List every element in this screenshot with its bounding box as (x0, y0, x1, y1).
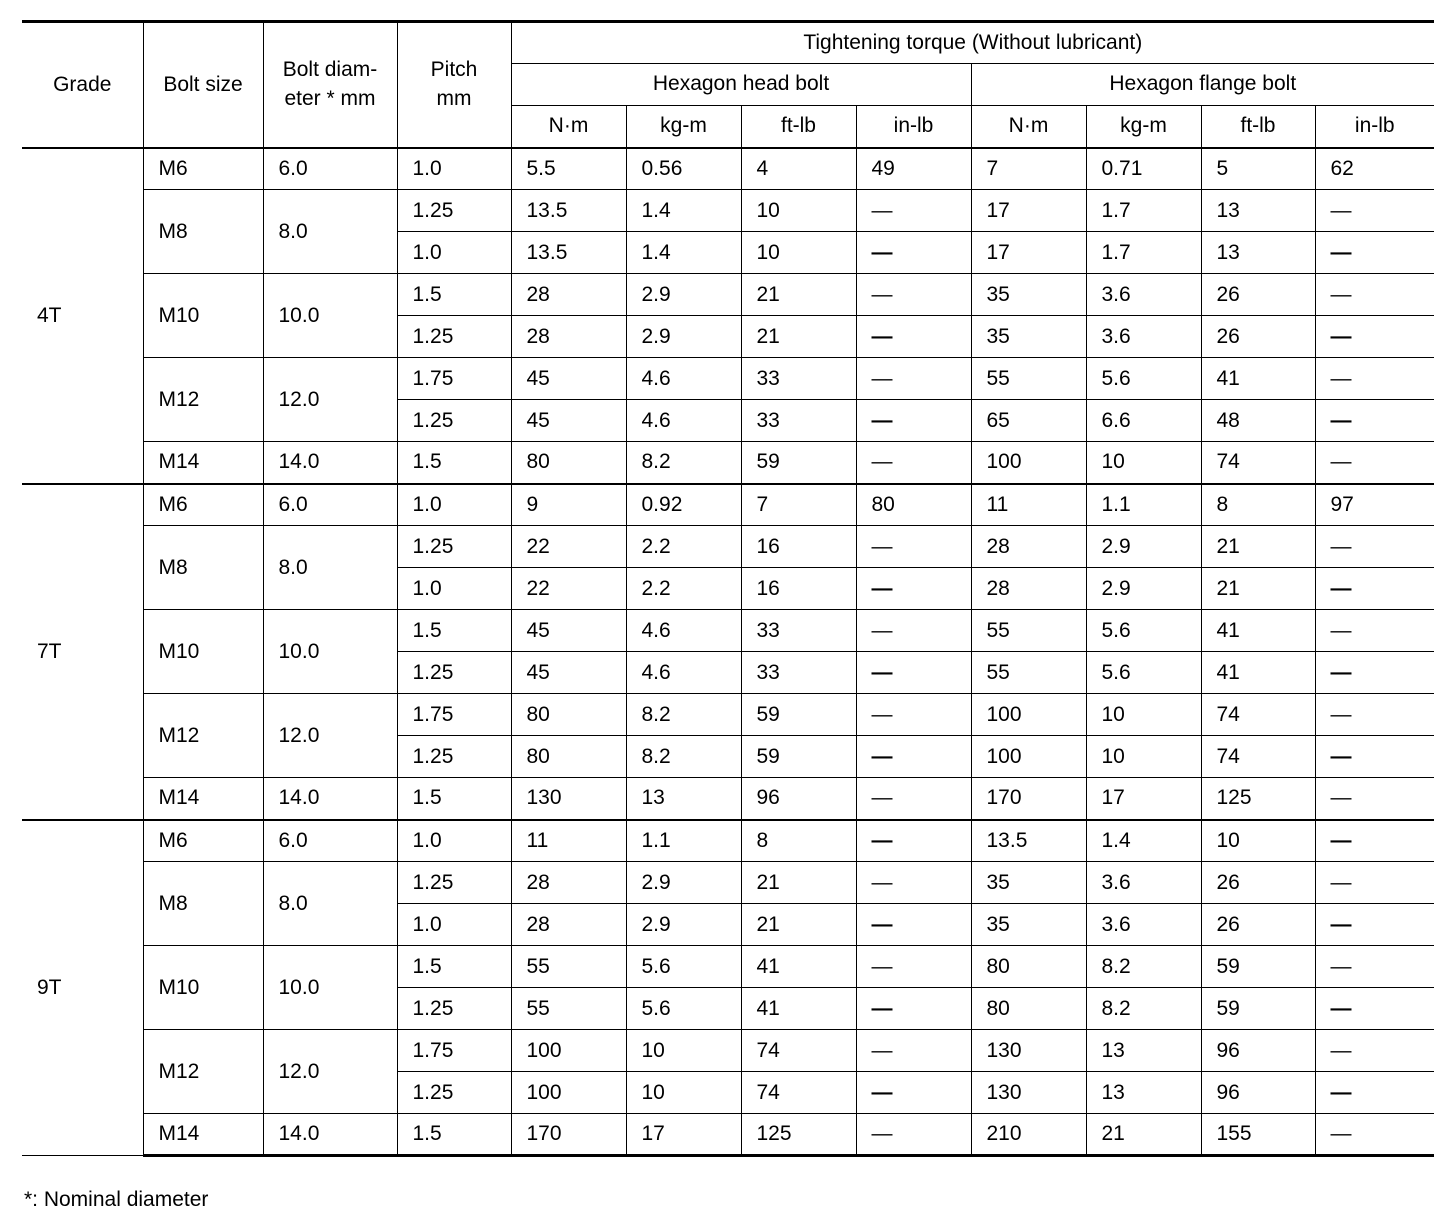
bolt-size-cell: M8 (143, 526, 263, 610)
hex-head-inlb-cell: — (856, 778, 971, 820)
hex-head-kgm-cell: 4.6 (626, 358, 741, 400)
hex-head-nm-cell: 45 (511, 358, 626, 400)
pitch-cell: 1.75 (397, 694, 511, 736)
hex-head-inlb-cell: — (856, 820, 971, 862)
hex-flange-nm-cell: 170 (971, 778, 1086, 820)
hex-flange-nm-cell: 11 (971, 484, 1086, 526)
bolt-diameter-cell: 8.0 (263, 526, 397, 610)
bolt-diameter-cell: 8.0 (263, 190, 397, 274)
hex-head-inlb-cell: — (856, 358, 971, 400)
hex-head-nm-cell: 55 (511, 988, 626, 1030)
hex-flange-kgm-cell: 1.7 (1086, 190, 1201, 232)
hex-head-kgm-cell: 1.4 (626, 232, 741, 274)
hex-head-inlb-cell: — (856, 274, 971, 316)
hex-flange-nm-cell: 13.5 (971, 820, 1086, 862)
pitch-cell: 1.0 (397, 904, 511, 946)
hex-head-kgm-cell: 2.9 (626, 904, 741, 946)
hex-flange-ftlb-cell: 41 (1201, 358, 1315, 400)
hex-head-kgm-cell: 1.4 (626, 190, 741, 232)
hex-head-inlb-cell: — (856, 904, 971, 946)
header-grade: Grade (22, 22, 143, 148)
table-row (22, 778, 1434, 820)
hex-head-ftlb-cell: 7 (741, 484, 856, 526)
table-row (22, 148, 1434, 190)
hex-flange-kgm-cell: 21 (1086, 1114, 1201, 1156)
hex-flange-nm-cell: 17 (971, 190, 1086, 232)
hex-head-ftlb-cell: 10 (741, 190, 856, 232)
hex-flange-nm-cell: 130 (971, 1030, 1086, 1072)
hex-head-kgm-cell: 2.9 (626, 862, 741, 904)
hex-head-inlb-cell: 80 (856, 484, 971, 526)
header-tightening-torque: Tightening torque (Without lubricant) (511, 22, 1434, 64)
hex-head-inlb-cell: — (856, 442, 971, 484)
pitch-cell: 1.25 (397, 988, 511, 1030)
table-row (22, 274, 1434, 316)
table-row (22, 1030, 1434, 1072)
hex-head-inlb-cell: — (856, 610, 971, 652)
hex-flange-kgm-cell: 2.9 (1086, 526, 1201, 568)
hex-flange-ftlb-cell: 10 (1201, 820, 1315, 862)
hex-head-nm-cell: 55 (511, 946, 626, 988)
hex-head-ftlb-cell: 21 (741, 316, 856, 358)
bolt-size-cell: M14 (143, 1114, 263, 1156)
hex-flange-nm-cell: 80 (971, 988, 1086, 1030)
hex-flange-kgm-cell: 1.4 (1086, 820, 1201, 862)
hex-head-ftlb-cell: 16 (741, 526, 856, 568)
hex-head-nm-cell: 13.5 (511, 190, 626, 232)
bolt-size-cell: M12 (143, 694, 263, 778)
header-unit-head-1: kg-m (626, 106, 741, 148)
grade-cell: 4T (22, 148, 143, 484)
hex-flange-nm-cell: 210 (971, 1114, 1086, 1156)
hex-head-nm-cell: 22 (511, 568, 626, 610)
table-row (22, 526, 1434, 568)
hex-flange-inlb-cell: — (1315, 652, 1434, 694)
pitch-cell: 1.0 (397, 820, 511, 862)
hex-flange-kgm-cell: 13 (1086, 1072, 1201, 1114)
hex-flange-ftlb-cell: 26 (1201, 316, 1315, 358)
hex-flange-kgm-cell: 1.1 (1086, 484, 1201, 526)
hex-head-ftlb-cell: 41 (741, 946, 856, 988)
hex-head-inlb-cell: — (856, 694, 971, 736)
hex-flange-ftlb-cell: 59 (1201, 988, 1315, 1030)
bolt-diameter-cell: 10.0 (263, 274, 397, 358)
bolt-size-cell: M8 (143, 190, 263, 274)
hex-flange-inlb-cell: — (1315, 1114, 1434, 1156)
hex-head-kgm-cell: 8.2 (626, 694, 741, 736)
torque-table (22, 20, 1434, 1157)
pitch-cell: 1.0 (397, 148, 511, 190)
pitch-cell: 1.5 (397, 778, 511, 820)
pitch-cell: 1.0 (397, 232, 511, 274)
hex-head-nm-cell: 28 (511, 316, 626, 358)
hex-head-kgm-cell: 2.9 (626, 316, 741, 358)
hex-flange-nm-cell: 17 (971, 232, 1086, 274)
bolt-diameter-cell: 6.0 (263, 484, 397, 526)
bolt-size-cell: M6 (143, 484, 263, 526)
bolt-diameter-cell: 6.0 (263, 148, 397, 190)
pitch-cell: 1.0 (397, 484, 511, 526)
hex-head-inlb-cell: — (856, 232, 971, 274)
hex-head-inlb-cell: 49 (856, 148, 971, 190)
hex-head-ftlb-cell: 74 (741, 1030, 856, 1072)
hex-flange-ftlb-cell: 74 (1201, 736, 1315, 778)
hex-flange-ftlb-cell: 48 (1201, 400, 1315, 442)
hex-head-nm-cell: 22 (511, 526, 626, 568)
hex-flange-ftlb-cell: 96 (1201, 1072, 1315, 1114)
hex-flange-nm-cell: 100 (971, 442, 1086, 484)
hex-head-nm-cell: 80 (511, 736, 626, 778)
pitch-cell: 1.25 (397, 526, 511, 568)
hex-flange-kgm-cell: 2.9 (1086, 568, 1201, 610)
hex-head-nm-cell: 45 (511, 400, 626, 442)
hex-head-nm-cell: 13.5 (511, 232, 626, 274)
hex-flange-kgm-cell: 5.6 (1086, 358, 1201, 400)
header-pitch-text: Pitch mm (430, 58, 478, 110)
hex-head-nm-cell: 11 (511, 820, 626, 862)
hex-head-inlb-cell: — (856, 1030, 971, 1072)
hex-flange-inlb-cell: — (1315, 778, 1434, 820)
hex-flange-inlb-cell: 62 (1315, 148, 1434, 190)
hex-flange-nm-cell: 65 (971, 400, 1086, 442)
bolt-size-cell: M12 (143, 1030, 263, 1114)
bolt-size-cell: M10 (143, 946, 263, 1030)
hex-head-kgm-cell: 2.2 (626, 526, 741, 568)
hex-head-inlb-cell: — (856, 736, 971, 778)
header-bolt-diameter (263, 22, 397, 148)
hex-head-ftlb-cell: 59 (741, 442, 856, 484)
pitch-cell: 1.25 (397, 1072, 511, 1114)
hex-head-kgm-cell: 8.2 (626, 736, 741, 778)
hex-head-ftlb-cell: 41 (741, 988, 856, 1030)
hex-flange-nm-cell: 55 (971, 610, 1086, 652)
hex-head-kgm-cell: 5.6 (626, 946, 741, 988)
header-hex-head-bolt: Hexagon head bolt (511, 64, 971, 106)
header-bolt-size: Bolt size (143, 22, 263, 148)
hex-head-nm-cell: 28 (511, 904, 626, 946)
pitch-cell: 1.5 (397, 610, 511, 652)
pitch-cell: 1.75 (397, 358, 511, 400)
hex-head-ftlb-cell: 33 (741, 358, 856, 400)
hex-flange-kgm-cell: 5.6 (1086, 610, 1201, 652)
hex-flange-ftlb-cell: 5 (1201, 148, 1315, 190)
hex-flange-inlb-cell: — (1315, 568, 1434, 610)
hex-head-ftlb-cell: 21 (741, 274, 856, 316)
table-row (22, 820, 1434, 862)
hex-flange-kgm-cell: 10 (1086, 442, 1201, 484)
hex-flange-kgm-cell: 3.6 (1086, 904, 1201, 946)
hex-flange-kgm-cell: 10 (1086, 736, 1201, 778)
hex-head-nm-cell: 28 (511, 862, 626, 904)
pitch-cell: 1.75 (397, 1030, 511, 1072)
hex-head-kgm-cell: 2.9 (626, 274, 741, 316)
bolt-diameter-cell: 8.0 (263, 862, 397, 946)
hex-flange-kgm-cell: 0.71 (1086, 148, 1201, 190)
hex-flange-inlb-cell: — (1315, 442, 1434, 484)
bolt-size-cell: M6 (143, 820, 263, 862)
grade-cell: 9T (22, 820, 143, 1156)
hex-flange-nm-cell: 55 (971, 358, 1086, 400)
footnote: *: Nominal diameter (24, 1188, 209, 1211)
hex-head-nm-cell: 80 (511, 694, 626, 736)
hex-head-ftlb-cell: 33 (741, 652, 856, 694)
hex-flange-ftlb-cell: 21 (1201, 568, 1315, 610)
table-row (22, 694, 1434, 736)
hex-flange-inlb-cell: — (1315, 946, 1434, 988)
hex-flange-nm-cell: 80 (971, 946, 1086, 988)
hex-flange-nm-cell: 7 (971, 148, 1086, 190)
hex-flange-ftlb-cell: 96 (1201, 1030, 1315, 1072)
bolt-diameter-cell: 10.0 (263, 946, 397, 1030)
hex-head-kgm-cell: 4.6 (626, 652, 741, 694)
hex-flange-inlb-cell: — (1315, 190, 1434, 232)
hex-flange-inlb-cell: — (1315, 274, 1434, 316)
hex-head-ftlb-cell: 16 (741, 568, 856, 610)
hex-head-ftlb-cell: 59 (741, 736, 856, 778)
pitch-cell: 1.5 (397, 442, 511, 484)
table-row (22, 1114, 1434, 1156)
table-row (22, 358, 1434, 400)
bolt-diameter-cell: 10.0 (263, 610, 397, 694)
hex-head-inlb-cell: — (856, 862, 971, 904)
hex-flange-inlb-cell: — (1315, 316, 1434, 358)
hex-head-kgm-cell: 0.56 (626, 148, 741, 190)
hex-flange-ftlb-cell: 21 (1201, 526, 1315, 568)
hex-head-nm-cell: 5.5 (511, 148, 626, 190)
hex-head-kgm-cell: 5.6 (626, 988, 741, 1030)
header-unit-flange-3: in-lb (1315, 106, 1434, 148)
hex-head-kgm-cell: 17 (626, 1114, 741, 1156)
table-row (22, 946, 1434, 988)
bolt-size-cell: M8 (143, 862, 263, 946)
table-row (22, 862, 1434, 904)
table-row (22, 610, 1434, 652)
hex-flange-ftlb-cell: 41 (1201, 610, 1315, 652)
grade-cell: 7T (22, 484, 143, 820)
hex-flange-kgm-cell: 10 (1086, 694, 1201, 736)
header-pitch (397, 22, 511, 148)
header-bolt-diameter-text: Bolt diam-eter * mm (282, 58, 378, 110)
hex-flange-inlb-cell: — (1315, 862, 1434, 904)
pitch-cell: 1.5 (397, 946, 511, 988)
hex-head-inlb-cell: — (856, 1114, 971, 1156)
bolt-diameter-cell: 12.0 (263, 1030, 397, 1114)
hex-head-inlb-cell: — (856, 316, 971, 358)
hex-head-ftlb-cell: 74 (741, 1072, 856, 1114)
hex-head-inlb-cell: — (856, 400, 971, 442)
hex-flange-inlb-cell: 97 (1315, 484, 1434, 526)
bolt-size-cell: M10 (143, 274, 263, 358)
bolt-size-cell: M14 (143, 442, 263, 484)
bolt-size-cell: M14 (143, 778, 263, 820)
hex-head-ftlb-cell: 21 (741, 904, 856, 946)
bolt-diameter-cell: 12.0 (263, 358, 397, 442)
hex-flange-nm-cell: 35 (971, 274, 1086, 316)
pitch-cell: 1.0 (397, 568, 511, 610)
pitch-cell: 1.25 (397, 862, 511, 904)
bolt-diameter-cell: 14.0 (263, 1114, 397, 1156)
pitch-cell: 1.25 (397, 316, 511, 358)
hex-flange-inlb-cell: — (1315, 988, 1434, 1030)
hex-head-nm-cell: 170 (511, 1114, 626, 1156)
table-row (22, 442, 1434, 484)
hex-head-ftlb-cell: 33 (741, 610, 856, 652)
hex-head-kgm-cell: 4.6 (626, 610, 741, 652)
header-hex-flange-bolt: Hexagon flange bolt (971, 64, 1434, 106)
hex-head-nm-cell: 45 (511, 610, 626, 652)
header-unit-head-3: in-lb (856, 106, 971, 148)
pitch-cell: 1.25 (397, 400, 511, 442)
hex-flange-inlb-cell: — (1315, 400, 1434, 442)
hex-flange-ftlb-cell: 125 (1201, 778, 1315, 820)
hex-flange-nm-cell: 35 (971, 862, 1086, 904)
hex-flange-ftlb-cell: 13 (1201, 190, 1315, 232)
hex-flange-kgm-cell: 1.7 (1086, 232, 1201, 274)
hex-head-inlb-cell: — (856, 1072, 971, 1114)
hex-flange-kgm-cell: 6.6 (1086, 400, 1201, 442)
table-body (22, 148, 1434, 1156)
header-unit-flange-1: kg-m (1086, 106, 1201, 148)
hex-flange-inlb-cell: — (1315, 526, 1434, 568)
hex-flange-nm-cell: 35 (971, 904, 1086, 946)
hex-head-kgm-cell: 13 (626, 778, 741, 820)
hex-head-ftlb-cell: 125 (741, 1114, 856, 1156)
hex-flange-ftlb-cell: 74 (1201, 694, 1315, 736)
hex-head-kgm-cell: 10 (626, 1072, 741, 1114)
hex-flange-inlb-cell: — (1315, 694, 1434, 736)
hex-flange-ftlb-cell: 26 (1201, 274, 1315, 316)
hex-head-kgm-cell: 1.1 (626, 820, 741, 862)
bolt-diameter-cell: 14.0 (263, 778, 397, 820)
hex-flange-nm-cell: 100 (971, 694, 1086, 736)
hex-head-nm-cell: 9 (511, 484, 626, 526)
hex-flange-nm-cell: 130 (971, 1072, 1086, 1114)
hex-flange-ftlb-cell: 8 (1201, 484, 1315, 526)
hex-flange-kgm-cell: 8.2 (1086, 946, 1201, 988)
bolt-diameter-cell: 14.0 (263, 442, 397, 484)
hex-flange-ftlb-cell: 41 (1201, 652, 1315, 694)
hex-flange-kgm-cell: 5.6 (1086, 652, 1201, 694)
hex-head-ftlb-cell: 10 (741, 232, 856, 274)
hex-flange-inlb-cell: — (1315, 904, 1434, 946)
hex-head-kgm-cell: 10 (626, 1030, 741, 1072)
hex-flange-inlb-cell: — (1315, 610, 1434, 652)
hex-flange-kgm-cell: 3.6 (1086, 316, 1201, 358)
table-row (22, 484, 1434, 526)
header-unit-flange-2: ft-lb (1201, 106, 1315, 148)
pitch-cell: 1.5 (397, 274, 511, 316)
hex-head-inlb-cell: — (856, 988, 971, 1030)
hex-flange-inlb-cell: — (1315, 820, 1434, 862)
hex-head-kgm-cell: 0.92 (626, 484, 741, 526)
hex-flange-nm-cell: 28 (971, 568, 1086, 610)
hex-head-ftlb-cell: 8 (741, 820, 856, 862)
hex-flange-inlb-cell: — (1315, 358, 1434, 400)
hex-flange-nm-cell: 35 (971, 316, 1086, 358)
hex-head-inlb-cell: — (856, 190, 971, 232)
hex-head-kgm-cell: 2.2 (626, 568, 741, 610)
hex-head-inlb-cell: — (856, 526, 971, 568)
hex-head-kgm-cell: 4.6 (626, 400, 741, 442)
hex-flange-ftlb-cell: 26 (1201, 862, 1315, 904)
hex-head-nm-cell: 28 (511, 274, 626, 316)
hex-flange-ftlb-cell: 26 (1201, 904, 1315, 946)
hex-head-nm-cell: 100 (511, 1030, 626, 1072)
hex-flange-inlb-cell: — (1315, 1030, 1434, 1072)
hex-flange-ftlb-cell: 74 (1201, 442, 1315, 484)
hex-flange-nm-cell: 100 (971, 736, 1086, 778)
pitch-cell: 1.25 (397, 652, 511, 694)
hex-head-ftlb-cell: 4 (741, 148, 856, 190)
hex-flange-kgm-cell: 17 (1086, 778, 1201, 820)
hex-flange-inlb-cell: — (1315, 736, 1434, 778)
bolt-diameter-cell: 6.0 (263, 820, 397, 862)
hex-head-inlb-cell: — (856, 652, 971, 694)
table-row (22, 190, 1434, 232)
hex-flange-ftlb-cell: 59 (1201, 946, 1315, 988)
hex-flange-kgm-cell: 13 (1086, 1030, 1201, 1072)
hex-flange-ftlb-cell: 155 (1201, 1114, 1315, 1156)
header-row-1 (22, 22, 1434, 64)
hex-flange-kgm-cell: 3.6 (1086, 274, 1201, 316)
bolt-diameter-cell: 12.0 (263, 694, 397, 778)
header-unit-head-2: ft-lb (741, 106, 856, 148)
hex-head-nm-cell: 80 (511, 442, 626, 484)
hex-head-ftlb-cell: 59 (741, 694, 856, 736)
bolt-size-cell: M6 (143, 148, 263, 190)
header-unit-head-0: N·m (511, 106, 626, 148)
hex-head-inlb-cell: — (856, 568, 971, 610)
header-unit-flange-0: N·m (971, 106, 1086, 148)
hex-head-nm-cell: 100 (511, 1072, 626, 1114)
pitch-cell: 1.25 (397, 190, 511, 232)
hex-head-kgm-cell: 8.2 (626, 442, 741, 484)
bolt-size-cell: M10 (143, 610, 263, 694)
hex-head-nm-cell: 45 (511, 652, 626, 694)
hex-flange-inlb-cell: — (1315, 1072, 1434, 1114)
hex-head-ftlb-cell: 96 (741, 778, 856, 820)
hex-flange-nm-cell: 28 (971, 526, 1086, 568)
pitch-cell: 1.5 (397, 1114, 511, 1156)
hex-flange-nm-cell: 55 (971, 652, 1086, 694)
hex-head-inlb-cell: — (856, 946, 971, 988)
hex-head-ftlb-cell: 33 (741, 400, 856, 442)
pitch-cell: 1.25 (397, 736, 511, 778)
hex-flange-kgm-cell: 3.6 (1086, 862, 1201, 904)
hex-head-ftlb-cell: 21 (741, 862, 856, 904)
hex-flange-ftlb-cell: 13 (1201, 232, 1315, 274)
bolt-size-cell: M12 (143, 358, 263, 442)
hex-head-nm-cell: 130 (511, 778, 626, 820)
hex-flange-inlb-cell: — (1315, 232, 1434, 274)
hex-flange-kgm-cell: 8.2 (1086, 988, 1201, 1030)
